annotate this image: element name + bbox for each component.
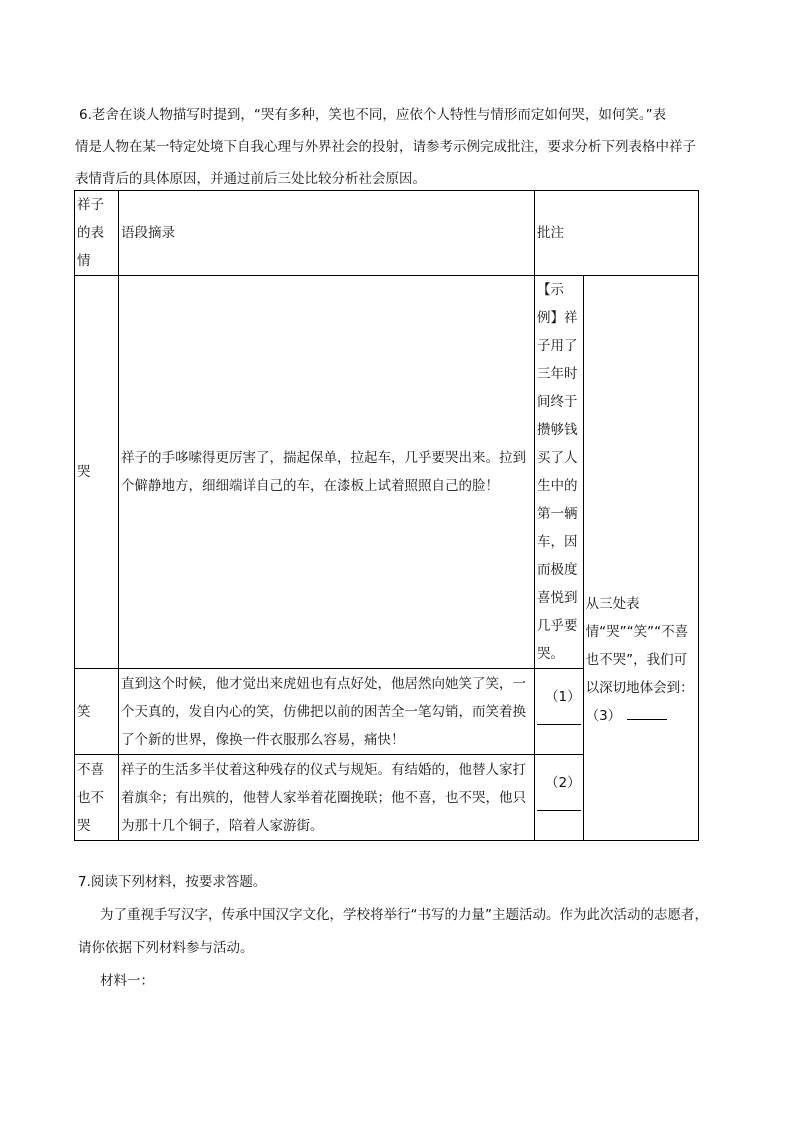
question-6-line-3: 表情背后的具体原因，并通过前后三处比较分析社会原因。 xyxy=(75,171,426,187)
answer-label-2[interactable]: （2） xyxy=(545,774,581,791)
row-expression-cry: 哭 xyxy=(75,276,119,669)
annotation-table xyxy=(74,190,699,841)
question-6 xyxy=(75,99,720,195)
answer-blank-3[interactable] xyxy=(627,706,667,720)
row-annotation-sample: 【示例】祥子用了三年时间终于攒够钱买了人生中的第一辆车，因而极度喜悦到几乎要哭。 xyxy=(535,276,584,669)
answer-cell-2 xyxy=(535,755,584,841)
answer-label-1[interactable]: （1） xyxy=(545,688,581,705)
table-header-row xyxy=(75,191,699,276)
row-expression-neutral: 不喜也不哭 xyxy=(75,755,119,841)
row-excerpt-cry: 祥子的手哆嗦得更厉害了，揣起保单，拉起车，几乎要哭出来。拉到个僻静地方，细细端详自己的车，在漆板上试着照照自己的脸！ xyxy=(119,276,535,669)
answer-blank-1[interactable] xyxy=(537,725,581,754)
row-excerpt-smile: 直到这个时候，他才觉出来虎妞也有点好处，他居然向她笑了笑，一个天真的，发自内心的笑，仿佛把以前的困苦全一笔勾销，而笑着换了个新的世界，像换一件衣服那么容易，痛快！ xyxy=(119,669,535,755)
header-annotation: 批注 xyxy=(535,191,699,276)
question-7-line-2: 为了重视手写汉字，传承中国汉字文化，学校将举行“书写的力量”主题活动。作为此次活动的志愿者，请你依据下列材料参与活动。 xyxy=(78,907,708,956)
answer-cell-1 xyxy=(535,669,584,755)
question-7 xyxy=(78,866,718,998)
question-7-line-1: 7.阅读下列材料，按要求答题。 xyxy=(78,874,267,890)
comparison-text: 从三处表情“哭”“笑”“不喜也不哭”，我们可以深切地体会到：（3） xyxy=(585,596,694,724)
question-7-line-3: 材料一： xyxy=(100,973,154,989)
answer-blank-2[interactable] xyxy=(537,811,581,840)
header-expression: 祥子的表情 xyxy=(75,191,119,276)
row-expression-smile: 笑 xyxy=(75,669,119,755)
question-6-line-2: 情是人物在某一特定处境下自我心理与外界社会的投射，请参考示例完成批注，要求分析下列表格中祥子 xyxy=(75,139,696,155)
row-excerpt-neutral: 祥子的生活多半仗着这种残存的仪式与规矩。有结婚的，他替人家打着旗伞；有出殡的，他替人家举着花圈挽联；他不喜，也不哭，他只为那十几个铜子，陪着人家游街。 xyxy=(119,755,535,841)
comparison-cell xyxy=(583,276,698,841)
table-row xyxy=(75,276,699,669)
header-excerpt: 语段摘录 xyxy=(119,191,535,276)
question-6-line-1: 6.老舍在谈人物描写时提到，“哭有多种，笑也不同，应依个人特性与情形而定如何哭，如何笑。”表 xyxy=(79,107,667,123)
